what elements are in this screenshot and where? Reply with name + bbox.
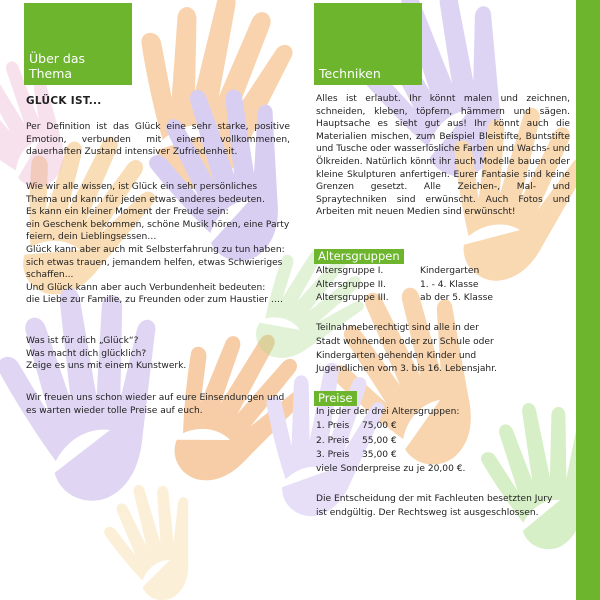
prize-label: 3. Preis bbox=[316, 449, 350, 460]
topic-line: feiern, dein Lieblingsessen… bbox=[26, 232, 157, 243]
age-groups-tag bbox=[314, 249, 404, 264]
questions-block bbox=[26, 335, 290, 373]
eligibility-line: Kindergarten gehenden Kinder und bbox=[316, 350, 477, 361]
techniques-paragraph: Alles ist erlaubt. Ihr könnt malen und zeichnen, schneiden, kleben, töpfern, hämmern und sägen. Hauptsache es sieht gut aus! Ihr könnt auch die Materialien mischen, zum Beispiel Bleistifte, Buntstifte und Tusche oder wasserlösliche Farben und Wachs- und Ölkreiden. Natürlich könnt ihr auch Modelle bauen oder kleine Skulpturen anfertigen. Eurer Fantasie sind keine Grenzen gesetzt. Alle Zeichen-, Mal- und Spraytechniken sind erwünscht. Auch Fotos und Arbeiten mit neuen Medien sind erwünscht! bbox=[316, 94, 570, 218]
topic-line: Wie wir alle wissen, ist Glück ein sehr persönliches bbox=[26, 182, 258, 192]
age-group-range: 1. - 4. Klasse bbox=[420, 279, 479, 290]
topic-line: Glück kann aber auch mit Selbsterfahrung zu tun haben: bbox=[26, 244, 285, 255]
topic-line: ein Geschenk bekommen, schöne Musik hören, eine Party bbox=[26, 219, 290, 230]
topic-line: sich etwas trauen, jemandem helfen, etwas Schwieriges bbox=[26, 257, 283, 268]
jury-paragraph bbox=[316, 493, 570, 521]
age-group-name: Altersgruppe II. bbox=[316, 279, 386, 290]
age-group-name: Altersgruppe I. bbox=[316, 266, 384, 276]
page-heading: GLÜCK IST... bbox=[26, 95, 102, 107]
topic-line: Und Glück kann aber auch Verbundenheit bedeuten: bbox=[26, 282, 266, 293]
age-group-row bbox=[316, 265, 493, 279]
eligibility-line: Teilnahmeberechtigt sind alle in der bbox=[316, 323, 479, 333]
eligibility-line: Stadt wohnenden oder zur Schule oder bbox=[316, 336, 494, 347]
section-header-topic-label: Über das Thema bbox=[29, 51, 85, 81]
age-group-row bbox=[316, 279, 493, 293]
prizes-intro: In jeder der drei Altersgruppen: bbox=[316, 407, 460, 417]
prize-row bbox=[316, 419, 465, 433]
age-groups-tag-label: Altersgruppen bbox=[318, 249, 400, 263]
topic-line: Es kann ein kleiner Moment der Freude sein: bbox=[26, 207, 229, 218]
special-prizes: viele Sonderpreise zu je 20,00 €. bbox=[316, 464, 466, 475]
closing-line: es warten wieder tolle Preise auf euch. bbox=[26, 405, 203, 416]
closing-line: Wir freuen uns schon wieder auf eure Einsendungen und bbox=[26, 393, 285, 403]
prizes-tag-label: Preise bbox=[318, 391, 353, 405]
section-header-topic bbox=[24, 3, 132, 85]
topic-line: Thema und kann für jeden etwas anderes bedeuten. bbox=[26, 194, 265, 205]
section-header-techniques-label: Techniken bbox=[319, 66, 381, 81]
jury-line: ist endgültig. Der Rechtsweg ist ausgeschlossen. bbox=[316, 507, 539, 518]
question-line: Zeige es uns mit einem Kunstwerk. bbox=[26, 361, 187, 372]
prize-amount: 75,00 € bbox=[362, 421, 397, 432]
prizes-tag bbox=[314, 391, 357, 406]
eligibility-line: Jugendlichen vom 3. bis 16. Lebensjahr. bbox=[316, 364, 497, 375]
green-side-stripe bbox=[576, 0, 600, 600]
question-line: Was ist für dich „Glück“? bbox=[26, 336, 139, 346]
prize-amount: 55,00 € bbox=[362, 435, 397, 446]
eligibility-paragraph bbox=[316, 322, 570, 377]
section-header-techniques bbox=[314, 3, 422, 85]
prize-label: 1. Preis bbox=[316, 421, 350, 432]
jury-line: Die Entscheidung der mit Fachleuten besetzten Jury bbox=[316, 494, 553, 504]
age-groups-table bbox=[316, 265, 493, 306]
age-group-row bbox=[316, 292, 493, 306]
prizes-list bbox=[316, 405, 465, 476]
prize-label: 2. Preis bbox=[316, 435, 350, 446]
prize-row bbox=[316, 434, 465, 448]
topic-line: die Liebe zur Familie, zu Freunden oder zum Haustier …. bbox=[26, 295, 283, 306]
age-group-range: ab der 5. Klasse bbox=[420, 293, 493, 304]
closing-paragraph bbox=[26, 392, 290, 417]
definition-paragraph: Per Definition ist das Glück eine sehr starke, positive Emotion, verbunden mit einem vollkommenen, dauerhaften Zustand intensiver Zufriedenheit. bbox=[26, 122, 290, 158]
age-group-name: Altersgruppe III. bbox=[316, 293, 389, 304]
topic-line: schaffen... bbox=[26, 270, 74, 281]
prize-amount: 35,00 € bbox=[362, 449, 397, 460]
prize-row bbox=[316, 448, 465, 462]
age-group-range: Kindergarten bbox=[420, 266, 480, 276]
topic-explanation bbox=[26, 181, 290, 307]
question-line: Was macht dich glücklich? bbox=[26, 348, 147, 359]
